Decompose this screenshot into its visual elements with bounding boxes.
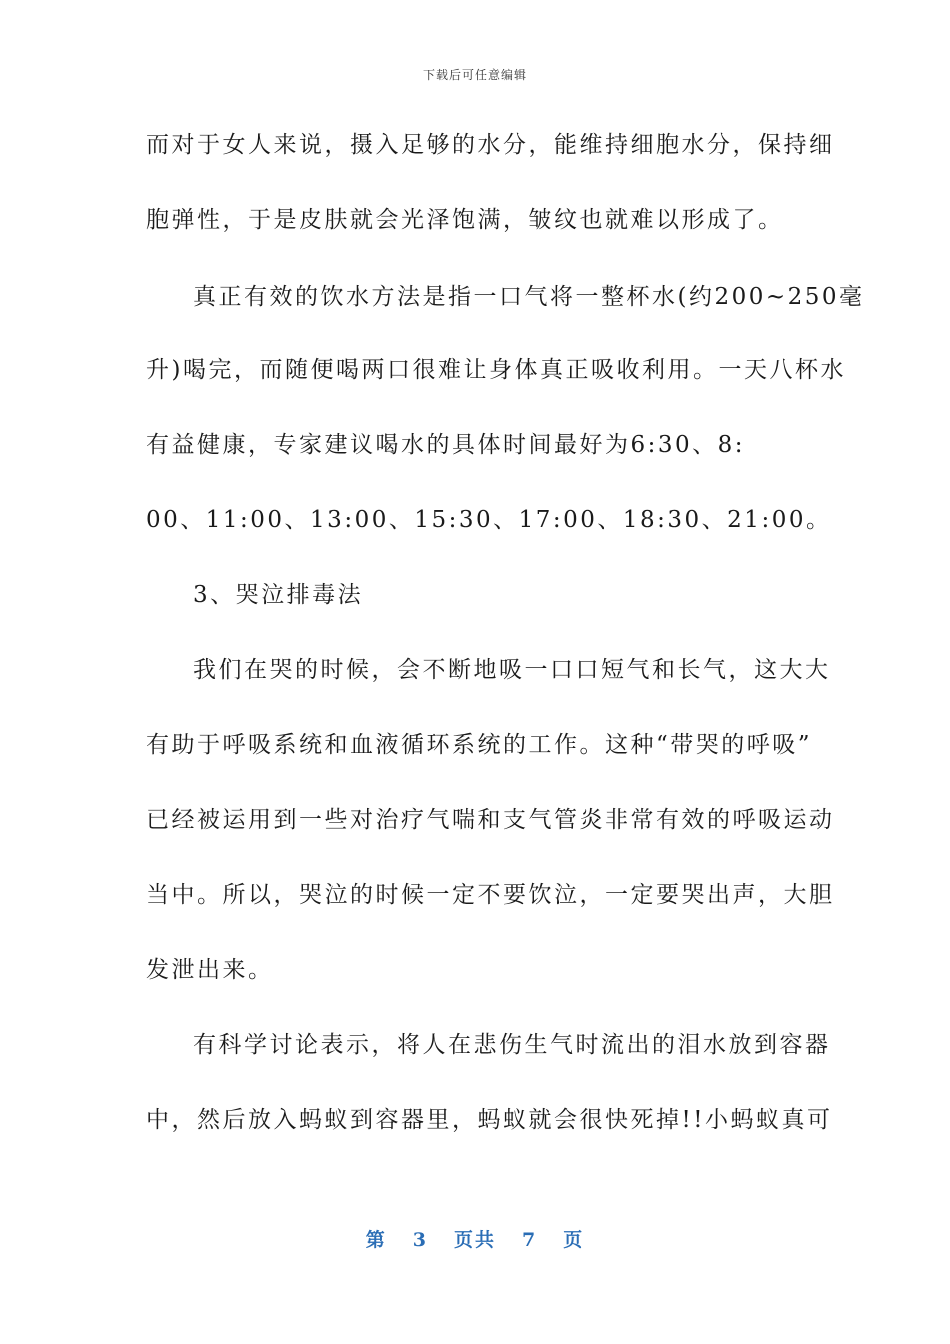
paragraph-line: 中，然后放入蚂蚁到容器里，蚂蚁就会很快死掉!!小蚂蚁真可 bbox=[146, 1107, 833, 1133]
paragraph-line: 有助于呼吸系统和血液循环系统的工作。这种“带哭的呼吸” bbox=[146, 732, 813, 758]
paragraph-line: 00、11:00、13:00、15:30、17:00、18:30、21:00。 bbox=[146, 507, 832, 533]
paragraph-line: 有科学讨论表示，将人在悲伤生气时流出的泪水放到容器 bbox=[193, 1032, 831, 1058]
current-page-number: 3 bbox=[412, 1229, 428, 1251]
page-footer bbox=[0, 1225, 950, 1252]
paragraph-line: 升)喝完，而随便喝两口很难让身体真正吸收利用。一天八杯水 bbox=[146, 357, 846, 383]
header-note: 下载后可任意编辑 bbox=[422, 68, 527, 82]
paragraph-line: 胞弹性，于是皮肤就会光泽饱满，皱纹也就难以形成了。 bbox=[146, 207, 784, 233]
footer-middle: 页共 bbox=[453, 1229, 496, 1251]
total-pages-number: 7 bbox=[522, 1229, 538, 1251]
paragraph-line: 而对于女人来说，摄入足够的水分，能维持细胞水分，保持细 bbox=[146, 132, 835, 158]
paragraph-line: 真正有效的饮水方法是指一口气将一整杯水(约200~250毫 bbox=[193, 284, 865, 310]
section-heading: 3、哭泣排毒法 bbox=[193, 582, 364, 608]
paragraph-line: 发泄出来。 bbox=[146, 957, 274, 983]
footer-suffix: 页 bbox=[563, 1229, 585, 1251]
paragraph-line: 当中。所以，哭泣的时候一定不要饮泣，一定要哭出声，大胆 bbox=[146, 882, 835, 908]
footer-prefix: 第 bbox=[365, 1229, 387, 1251]
paragraph-line: 已经被运用到一些对治疗气喘和支气管炎非常有效的呼吸运动 bbox=[146, 807, 835, 833]
paragraph-line: 我们在哭的时候，会不断地吸一口口短气和长气，这大大 bbox=[193, 657, 831, 683]
paragraph-line: 有益健康，专家建议喝水的具体时间最好为6:30、8: bbox=[146, 432, 746, 458]
